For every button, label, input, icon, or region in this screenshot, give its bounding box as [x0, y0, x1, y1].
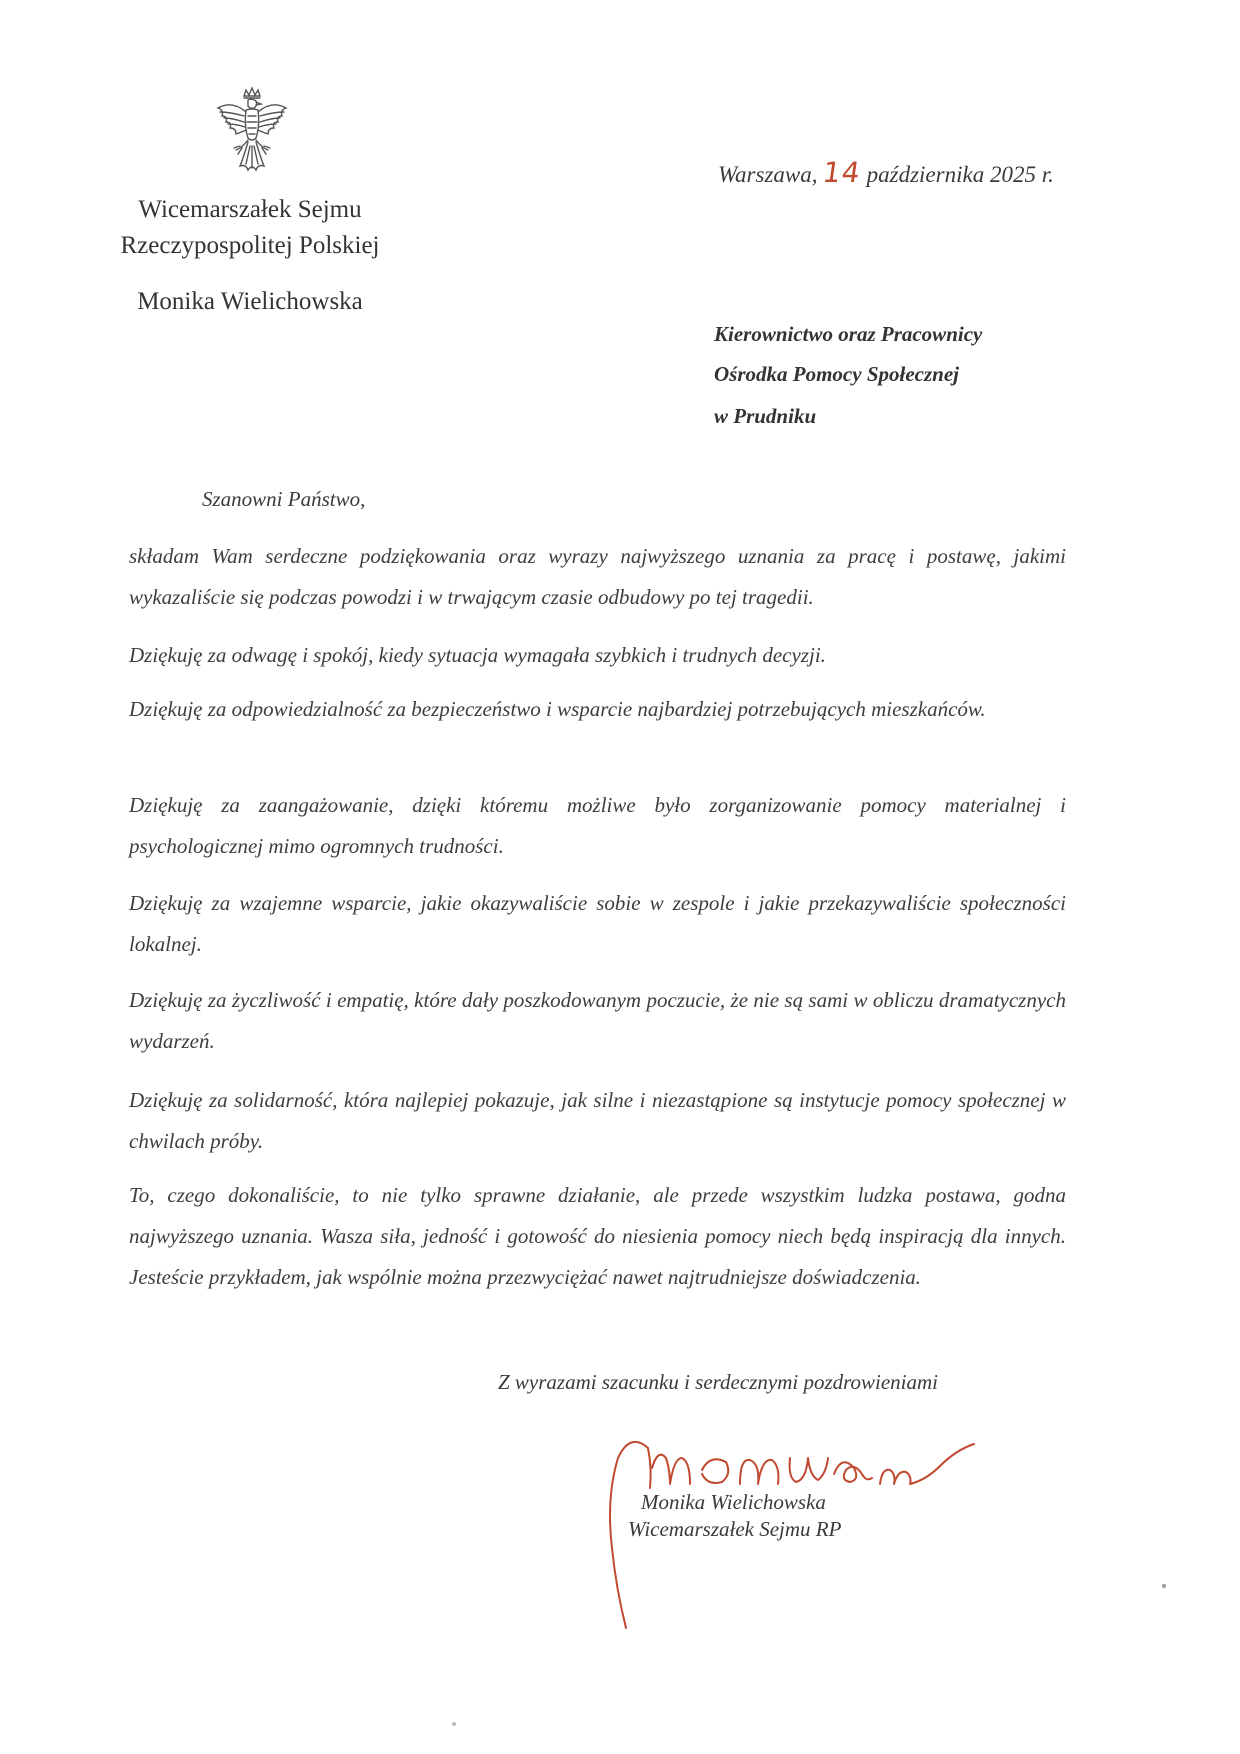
date-rest: października 2025 r. — [860, 162, 1054, 187]
paragraph-2: Dziękuję za odwagę i spokój, kiedy sytuacja wymagała szybkich i trudnych decyzji. — [129, 643, 826, 667]
scan-speck — [452, 1722, 456, 1726]
sender-name: Monika Wielichowska — [137, 288, 363, 315]
paragraph-6: Dziękuję za życzliwość i empatię, które dały poszkodowanym poczucie, że nie są sami w obliczu dramatycznych wydarzeń. — [129, 988, 1066, 1053]
paragraph-7: Dziękuję za solidarność, która najlepiej pokazuje, jak silne i niezastąpione są instytucje pomocy społecznej w chwilach próby. — [129, 1088, 1066, 1153]
paragraph-1: składam Wam serdeczne podziękowania oraz wyrazy najwyższego uznania za pracę i postawę, jakimi wykazaliście się podczas powodzi i w trwającym czasie odbudowy po tej tragedii. — [129, 544, 1066, 609]
salutation: Szanowni Państwo, — [202, 487, 366, 511]
sender-title-line2: Rzeczypospolitej Polskiej — [120, 232, 380, 259]
date-day-handwritten: 14 — [820, 156, 864, 189]
paragraph-3: Dziękuję za odpowiedzialność za bezpieczeństwo i wsparcie najbardziej potrzebujących mieszkańców. — [129, 697, 986, 721]
paragraph-8: To, czego dokonaliście, to nie tylko sprawne działanie, ale przede wszystkim ludzka postawa, godna najwyższego uznania. Wasza siła, jedność i gotowość do niesienia pomocy niech będą inspiracją dla innych. Jesteście przykładem, jak wspólnie można przezwyciężać nawet najtrudniejsze doświadczenia. — [129, 1183, 1066, 1289]
addressee-line1: Kierownictwo oraz Pracownicy — [714, 322, 983, 346]
addressee-line2: Ośrodka Pomocy Społecznej — [714, 362, 959, 386]
scan-speck — [1162, 1584, 1166, 1588]
paragraph-5: Dziękuję za wzajemne wsparcie, jakie okazywaliście sobie w zespole i jakie przekazywaliście społeczności lokalnej. — [129, 891, 1066, 956]
letter-date — [718, 156, 1054, 189]
paragraph-4: Dziękuję za zaangażowanie, dzięki któremu możliwe było zorganizowanie pomocy materialnej i psychologicznej mimo ogromnych trudności. — [129, 793, 1066, 858]
polish-eagle-emblem-icon — [210, 86, 294, 182]
sender-title-line1: Wicemarszałek Sejmu — [138, 196, 362, 223]
date-place: Warszawa, — [718, 162, 824, 187]
signer-title: Wicemarszałek Sejmu RP — [628, 1517, 842, 1541]
signer-name: Monika Wielichowska — [641, 1490, 826, 1514]
closing-line: Z wyrazami szacunku i serdecznymi pozdrowieniami — [498, 1370, 939, 1394]
addressee-line3: w Prudniku — [714, 404, 817, 428]
